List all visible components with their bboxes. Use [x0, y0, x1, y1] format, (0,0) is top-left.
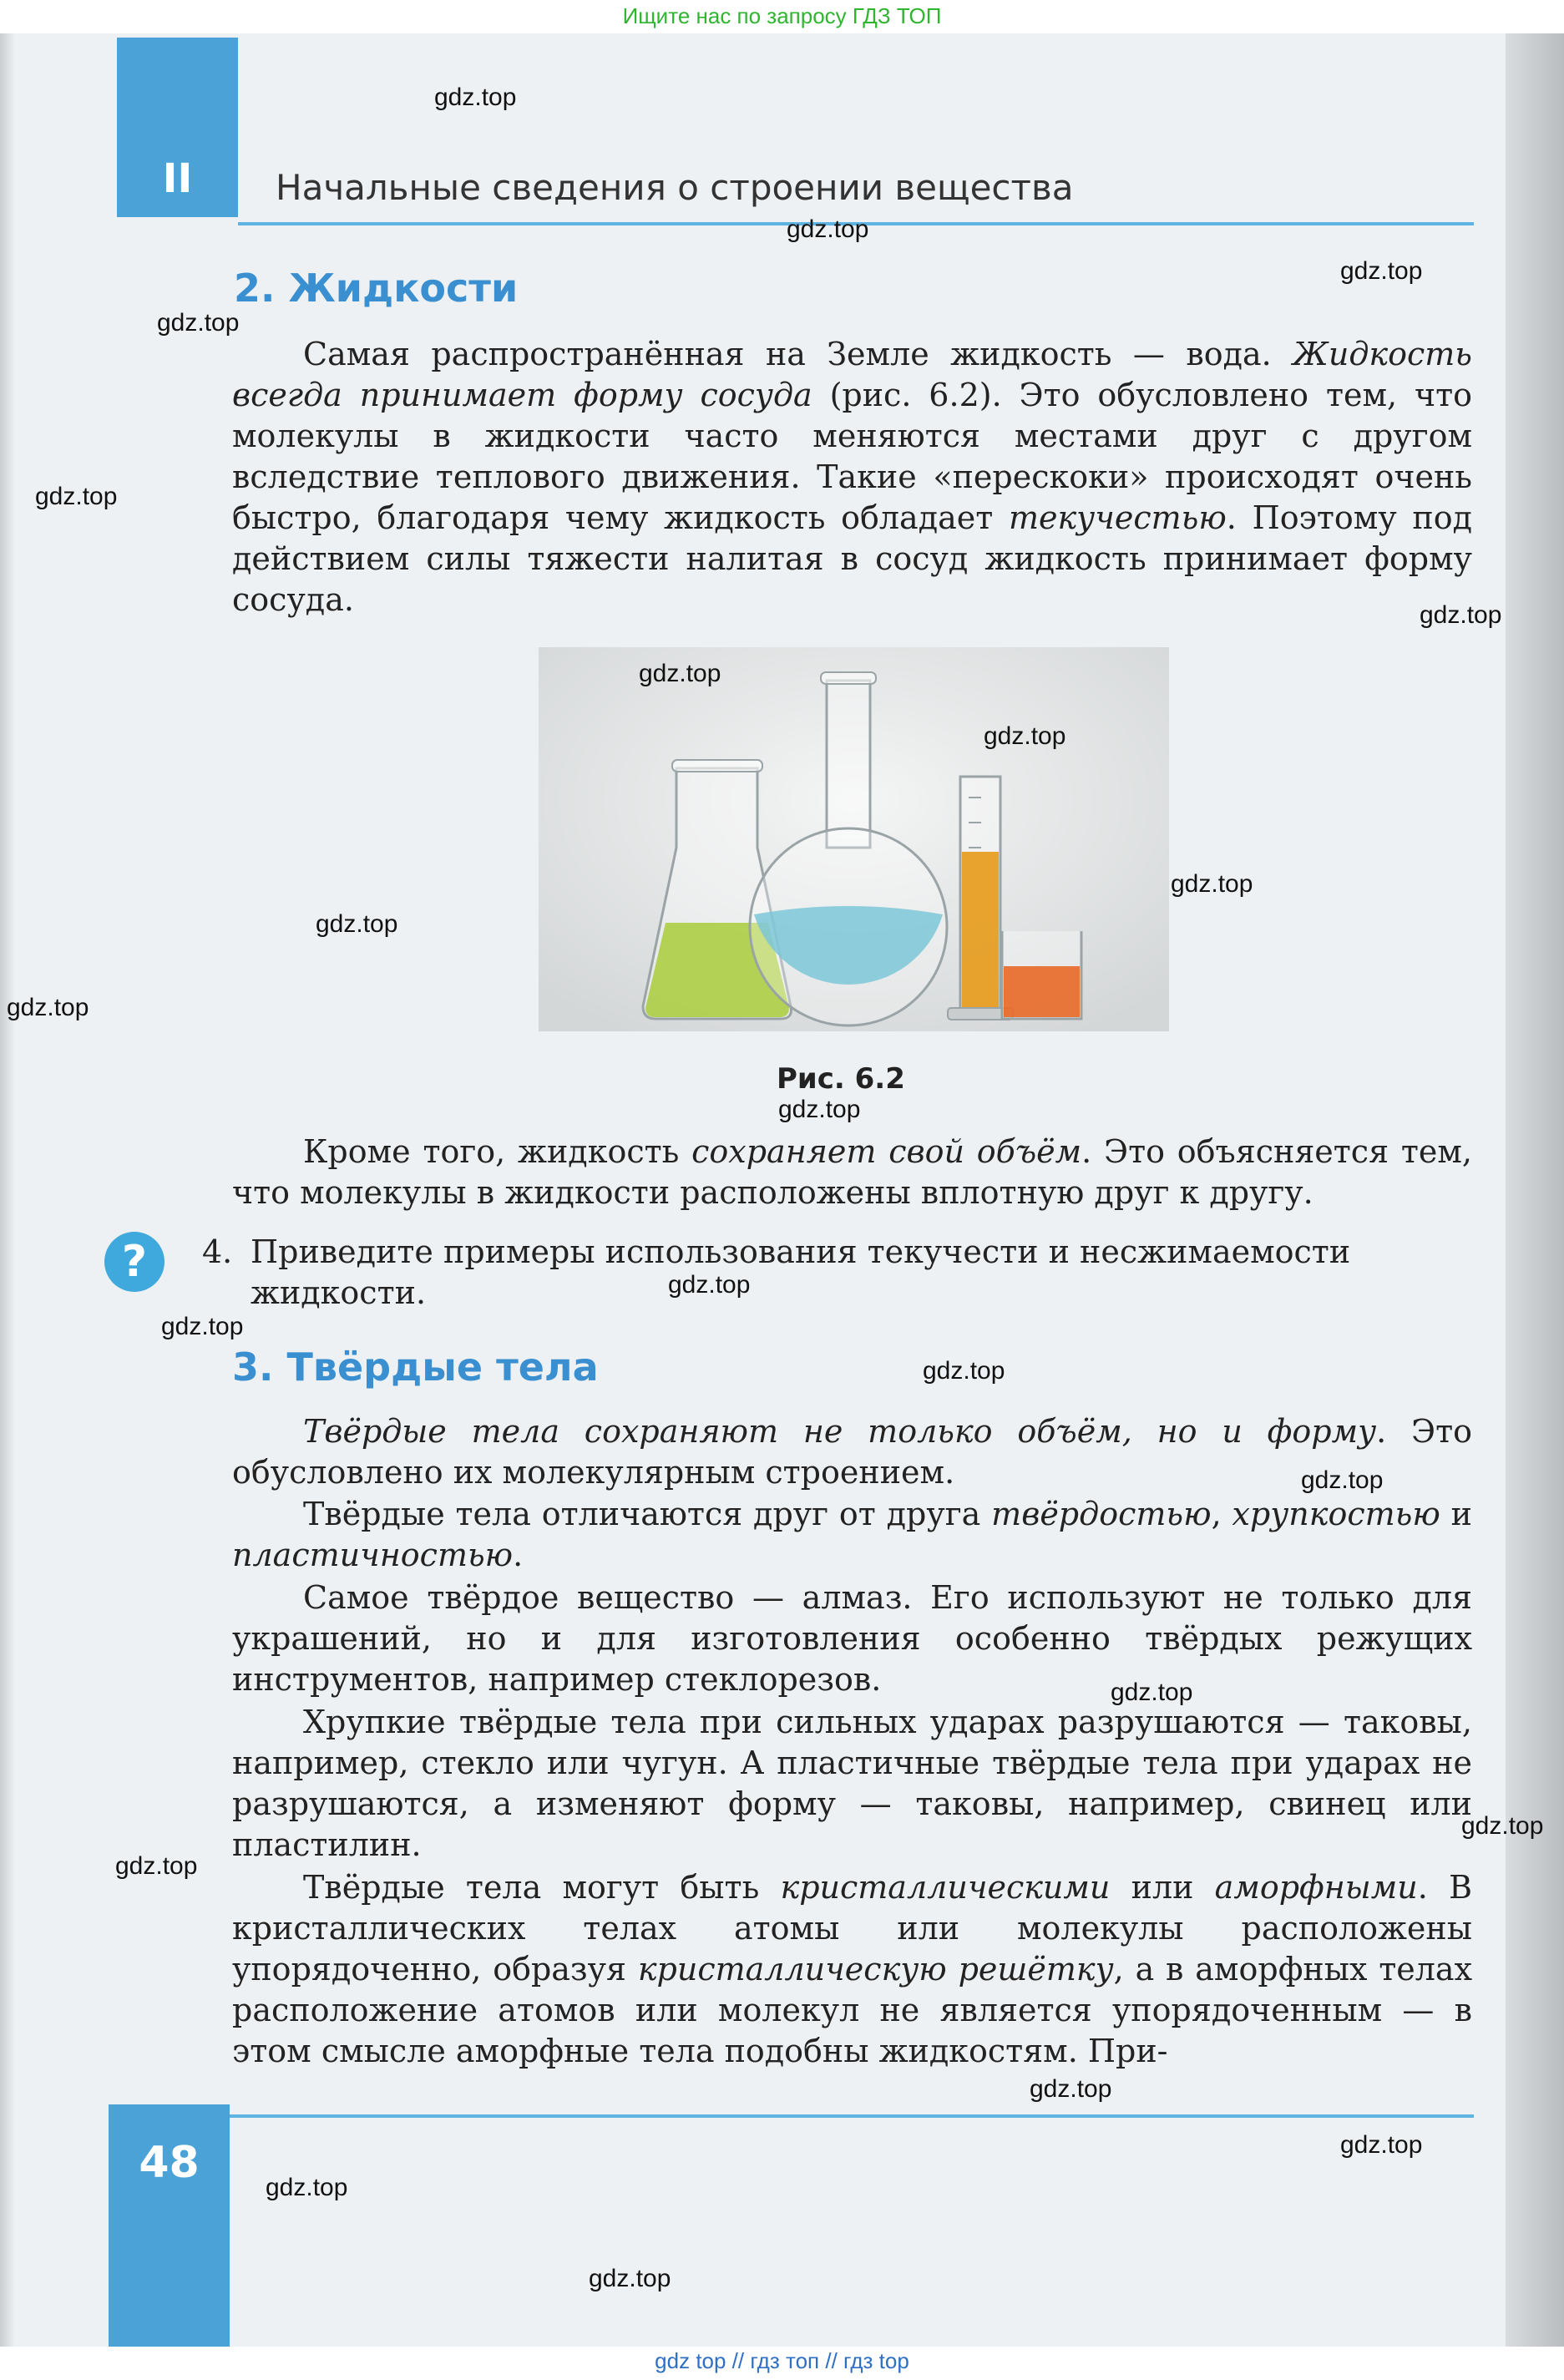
question-number: 4. — [202, 1233, 233, 1270]
text-run: Хрупкие твёрдые тела при сильных ударах разрушаются — таковы, например, стекло или чугун. А пластичные твёрдые тела при ударах не разрушаются, а изменяют форму — таковы, например, свинец или пластилин. — [232, 1704, 1472, 1863]
chapter-title: Начальные сведения о строении вещества — [276, 167, 1074, 208]
heading-liquids: 2. Жидкости — [234, 266, 519, 311]
watermark: gdz.top — [923, 1357, 1005, 1385]
watermark: gdz.top — [115, 1852, 198, 1880]
section-tab — [117, 38, 238, 217]
heading-solids: 3. Твёрдые тела — [232, 1344, 599, 1390]
figure-flasks — [539, 647, 1169, 1031]
watermark: gdz.top — [668, 1271, 751, 1299]
paragraph-solids-2 — [232, 1494, 1472, 1576]
text-run: Кроме того, жидкость — [303, 1133, 692, 1170]
watermark: gdz.top — [1111, 1679, 1193, 1706]
text-run: (рис. 6.2). Это обусловлено тем, что молекулы в жидкости часто меняются местами друг с другом вследствие теплового движения. Такие «перескоки» происходят очень быстро, благодаря чему жидкость обладает — [232, 377, 1472, 536]
watermark: gdz.top — [266, 2174, 348, 2201]
watermark: gdz.top — [1340, 257, 1423, 285]
text-run: . Это объясняется тем, что молекулы в жидкости расположены вплотную друг к другу. — [232, 1133, 1472, 1211]
paragraph-solids-1 — [232, 1411, 1472, 1493]
page-edge-left — [0, 33, 15, 2347]
question-mark-icon: ? — [104, 1232, 164, 1292]
italic-term: хрупкостью — [1232, 1496, 1440, 1532]
text-run: Самая распространённая на Земле жидкость — вода. — [303, 336, 1293, 372]
watermark: gdz.top — [7, 994, 89, 1021]
page-number: 48 — [139, 2138, 200, 2188]
paragraph-liquids-1 — [232, 334, 1472, 620]
footer-divider — [230, 2114, 1474, 2118]
text-run: . Это обусловлено их молекулярным строением. — [232, 1413, 1472, 1491]
paragraph-solids-3 — [232, 1577, 1472, 1700]
watermark: gdz.top — [161, 1313, 244, 1340]
watermark: gdz.top — [1420, 601, 1502, 629]
bottom-banner[interactable]: gdz top // гдз топ // гдз top — [655, 2348, 909, 2373]
paragraph-solids-4 — [232, 1702, 1472, 1866]
watermark: gdz.top — [1340, 2131, 1423, 2159]
watermark: gdz.top — [1030, 2075, 1112, 2103]
text-run: Самое твёрдое вещество — алмаз. Его используют не только для украшений, но и для изготовления особенно твёрдых режущих инструментов, например стеклорезов. — [232, 1579, 1472, 1698]
italic-term: текучестью — [1008, 499, 1227, 536]
watermark: gdz.top — [639, 660, 721, 687]
italic-term: Жидкость всегда принимает форму сосуда — [232, 336, 1472, 413]
text-run: Твёрдые тела могут быть — [303, 1869, 781, 1906]
figure-caption: Рис. 6.2 — [777, 1062, 905, 1096]
question-4 — [202, 1232, 1470, 1314]
watermark: gdz.top — [787, 215, 869, 243]
text-run: . В кристаллических телах атомы или молекулы расположены упорядоченно, образуя — [232, 1869, 1472, 1988]
watermark: gdz.top — [1301, 1466, 1384, 1494]
watermark: gdz.top — [778, 1096, 861, 1123]
italic-term: кристаллическими — [780, 1869, 1111, 1906]
watermark: gdz.top — [316, 910, 398, 938]
watermark: gdz.top — [434, 84, 517, 111]
text-run: Твёрдые тела отличаются друг от друга — [303, 1496, 992, 1532]
text-run: , — [1211, 1496, 1232, 1532]
text-run: . — [513, 1537, 524, 1573]
page-edge-right — [1506, 33, 1564, 2347]
paragraph-liquids-2 — [232, 1132, 1472, 1213]
text-run: и — [1440, 1496, 1472, 1532]
watermark: gdz.top — [1171, 870, 1253, 898]
text-run: или — [1110, 1869, 1215, 1906]
section-number: II — [162, 155, 193, 202]
beaker — [1002, 931, 1081, 1019]
flasks-illustration — [539, 647, 1169, 1031]
question-text: Приведите примеры использования текучести и несжимаемости жидкости. — [251, 1233, 1351, 1311]
watermark: gdz.top — [1461, 1812, 1544, 1840]
paragraph-solids-5 — [232, 1867, 1472, 2072]
italic-term: пластичностью — [232, 1537, 514, 1573]
italic-term: кристаллическую решётку — [637, 1951, 1114, 1988]
watermark: gdz.top — [984, 722, 1066, 750]
italic-term: сохраняет свой объём — [691, 1133, 1082, 1170]
italic-term: Твёрдые тела сохраняют не только объём, но и форму — [303, 1413, 1377, 1450]
watermark: gdz.top — [589, 2265, 671, 2292]
text-run: , а в аморфных телах расположение атомов или молекул не является упорядоченным — в этом смысле аморфные тела подобны жидкостям. При- — [232, 1951, 1473, 2069]
watermark: gdz.top — [35, 483, 118, 510]
italic-term: аморфными — [1214, 1869, 1418, 1906]
top-banner[interactable]: Ищите нас по запросу ГДЗ ТОП — [622, 3, 942, 28]
text-run: . Поэтому под действием силы тяжести налитая в сосуд жидкость принимает форму сосуда. — [232, 499, 1472, 618]
italic-term: твёрдостью — [991, 1496, 1212, 1532]
watermark: gdz.top — [157, 309, 240, 337]
